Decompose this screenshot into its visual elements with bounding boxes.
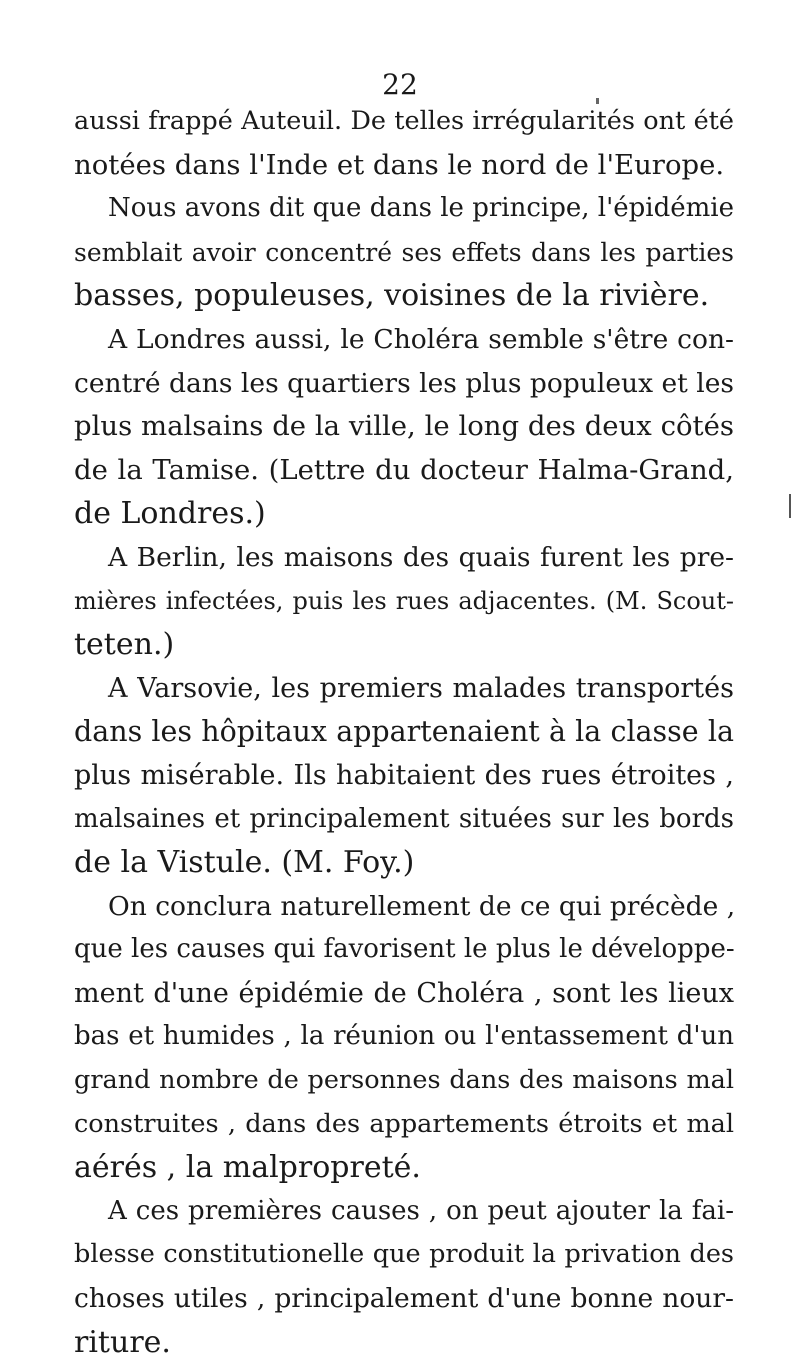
text-line: basses, populeuses, voisines de la rivière. <box>74 278 710 314</box>
text-line: de la Tamise. (Lettre du docteur Halma-Grand, <box>74 453 734 486</box>
text-line: bas et humides , la réunion ou l'entassement d'un <box>74 1021 734 1052</box>
text-line: grand nombre de personnes dans des maisons mal <box>74 1065 734 1096</box>
text-line: construites , dans des appartements étroits et mal <box>74 1108 734 1139</box>
text-line: semblait avoir concentré ses effets dans les parties <box>74 237 734 267</box>
text-line: aussi frappé Auteuil. De telles irrégularités ont été <box>74 106 734 136</box>
page-number: 22 <box>382 68 418 101</box>
text-line: aérés , la malpropreté. <box>74 1150 421 1186</box>
text-line: ment d'une épidémie de Choléra , sont les lieux <box>74 977 734 1009</box>
text-line: teten.) <box>74 627 175 663</box>
text-line: A ces premières causes , on peut ajouter la fai- <box>108 1195 734 1226</box>
text-line: blesse constitutionelle que produit la privation des <box>74 1239 734 1270</box>
text-line: mières infectées, puis les rues adjacentes. (M. Scout- <box>74 586 734 615</box>
text-line: A Londres aussi, le Choléra semble s'être con- <box>108 323 734 355</box>
text-line: notées dans l'Inde et dans le nord de l'Europe. <box>74 148 725 181</box>
text-line: plus malsains de la ville, le long des deux côtés <box>74 410 734 443</box>
text-line: de Londres.) <box>74 496 266 532</box>
text-line: plus misérable. Ils habitaient des rues étroites , <box>74 759 734 791</box>
text-line: On conclura naturellement de ce qui précède , <box>108 890 736 922</box>
text-line: malsaines et principalement situées sur les bords <box>74 803 734 834</box>
body-text <box>74 100 734 1364</box>
text-line: riture. <box>74 1324 171 1360</box>
text-line: centré dans les quartiers les plus populeux et les <box>74 367 734 399</box>
text-line: de la Vistule. (M. Foy.) <box>74 845 415 881</box>
text-line: choses utiles , principalement d'une bonne nour- <box>74 1283 734 1315</box>
text-line: A Berlin, les maisons des quais furent les pre- <box>108 541 734 573</box>
text-line: Nous avons dit que dans le principe, l'épidémie <box>108 193 734 224</box>
text-line: dans les hôpitaux appartenaient à la classe la <box>74 715 734 749</box>
margin-mark <box>789 494 791 518</box>
text-line: A Varsovie, les premiers malades transportés <box>108 672 734 704</box>
text-line: que les causes qui favorisent le plus le développe- <box>74 934 735 965</box>
